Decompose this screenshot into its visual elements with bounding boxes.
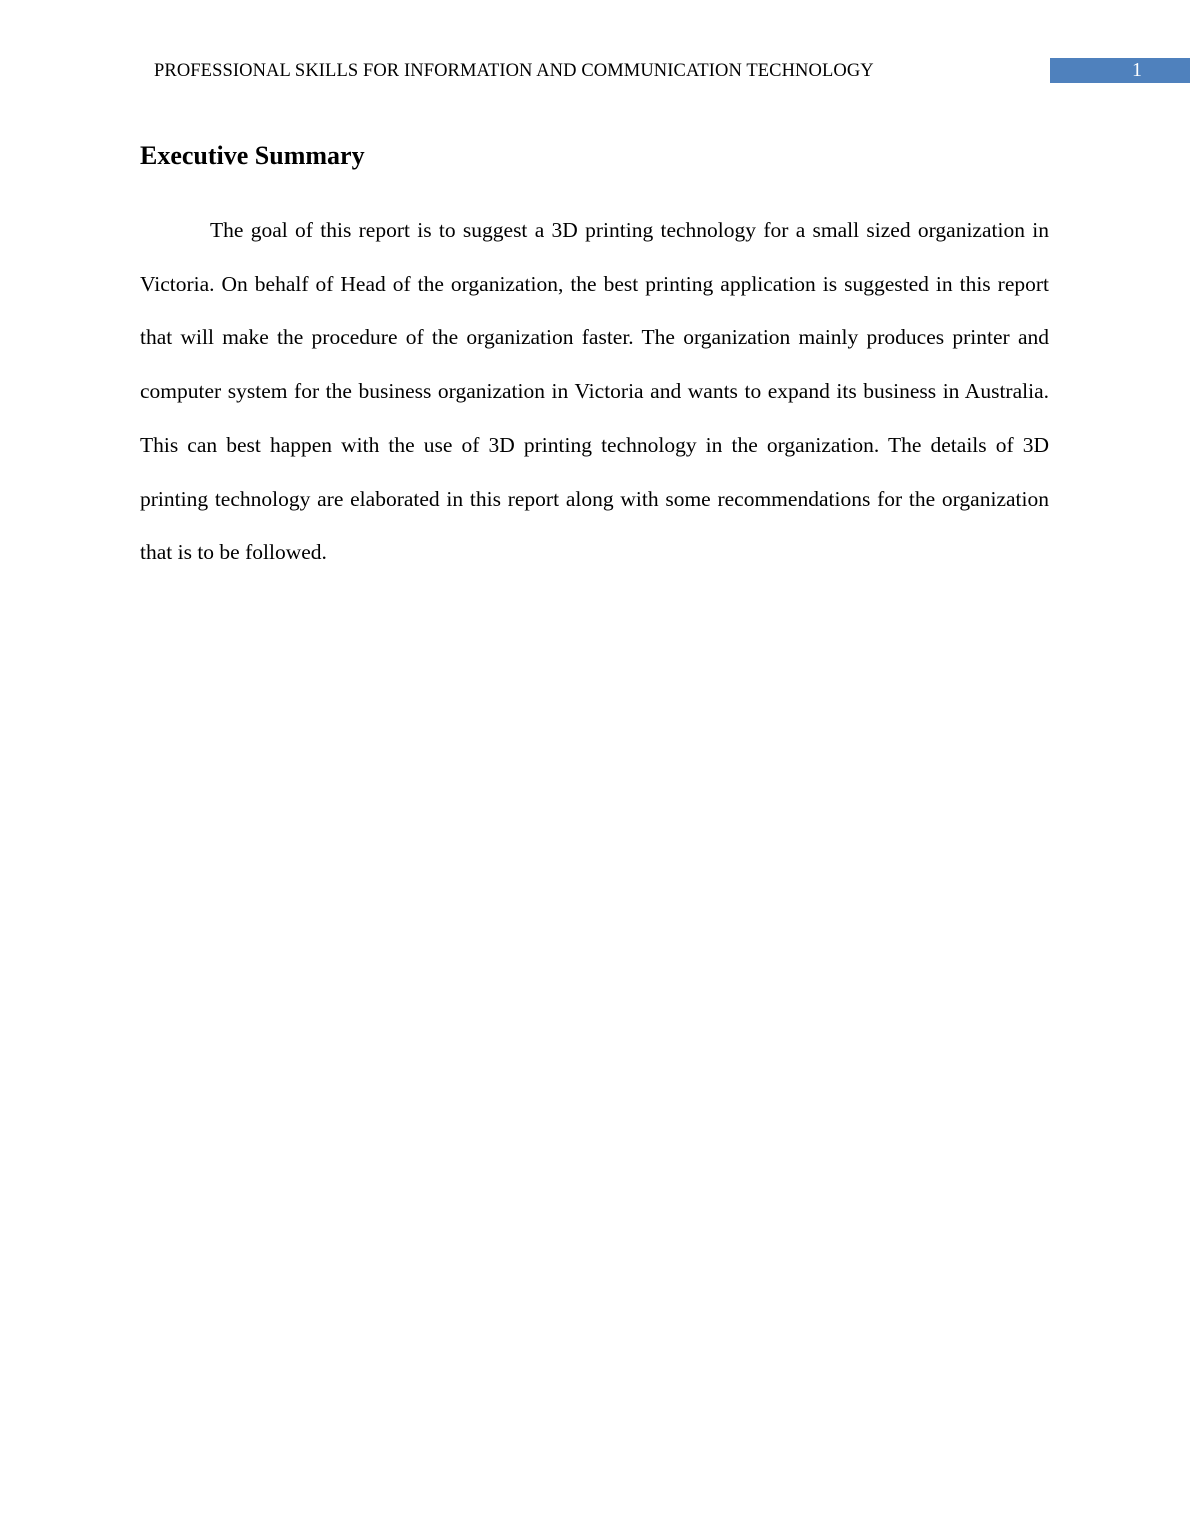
page-number-box — [1050, 58, 1190, 83]
section-heading: Executive Summary — [140, 141, 365, 170]
running-head: PROFESSIONAL SKILLS FOR INFORMATION AND COMMUNICATION TECHNOLOGY — [154, 61, 874, 81]
page-number: 1 — [1132, 59, 1142, 81]
body-paragraph: The goal of this report is to suggest a 3D printing technology for a small sized organization in Victoria. On behalf of Head of the organization, the best printing application is suggested in this report that will make the procedure of the organization faster. The organization mainly produces printer and computer system for the business organization in Victoria and wants to expand its business in Australia. This can best happen with the use of 3D printing technology in the organization. The details of 3D printing technology are elaborated in this report along with some recommendations for the organization that is to be followed. — [140, 218, 1049, 565]
